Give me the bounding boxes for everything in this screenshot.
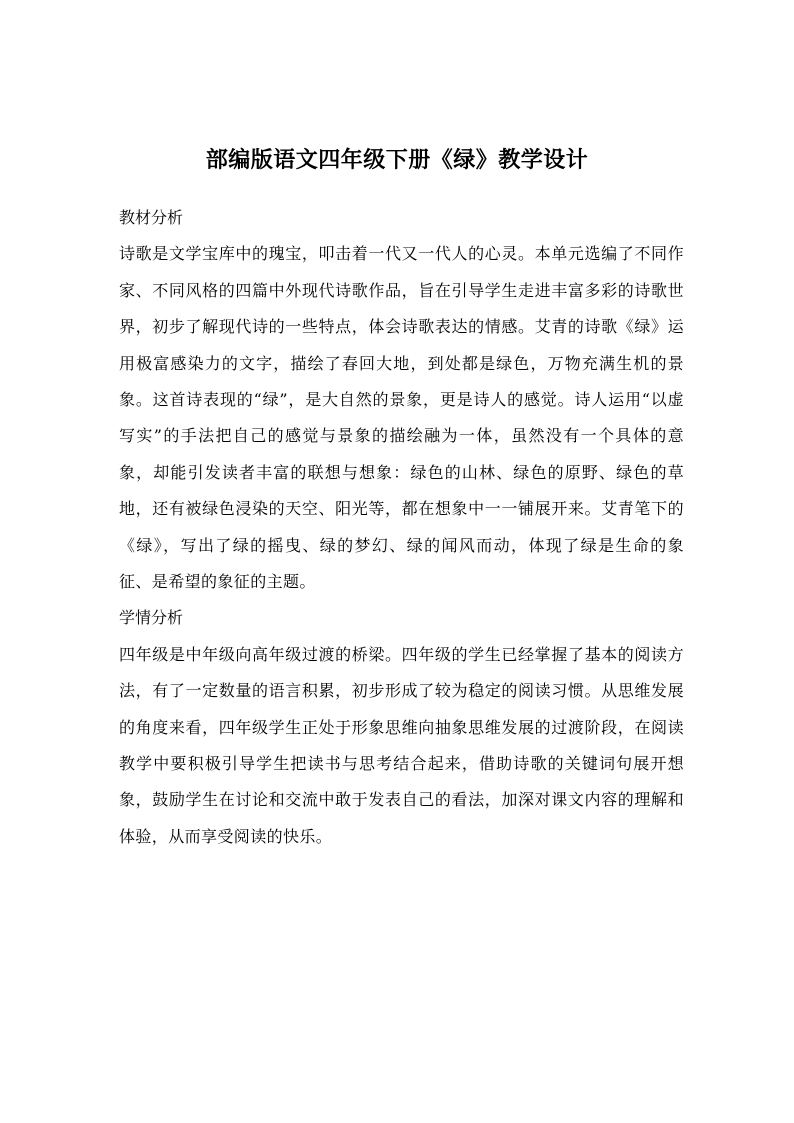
section-student-analysis <box>119 600 684 855</box>
section-paragraph: 四年级是中年级向高年级过渡的桥梁。四年级的学生已经掌握了基本的阅读方法，有了一定数量的语言积累，初步形成了较为稳定的阅读习惯。从思维发展的角度来看，四年级学生正处于形象思维向抽象思维发展的过渡阶段，在阅读教学中要积极引导学生把读书与思考结合起来，借助诗歌的关键词句展开想象，鼓励学生在讨论和交流中敢于发表自己的看法，加深对课文内容的理解和体验，从而享受阅读的快乐。 <box>119 644 684 846</box>
document-title: 部编版语文四年级下册《绿》教学设计 <box>205 147 589 173</box>
section-textbook-analysis <box>119 200 684 600</box>
document-body <box>119 200 684 855</box>
section-heading: 学情分析 <box>119 608 184 628</box>
section-heading: 教材分析 <box>119 208 184 227</box>
section-paragraph: 诗歌是文学宝库中的瑰宝，叩击着一代又一代人的心灵。本单元选编了不同作家、不同风格的四篇中外现代诗歌作品，旨在引导学生走进丰富多彩的诗歌世界，初步了解现代诗的一些特点，体会诗歌表达的情感。艾青的诗歌《绿》运用极富感染力的文字，描绘了春回大地，到处都是绿色，万物充满生机的景象。这首诗表现的“绿”，是大自然的景象，更是诗人的感觉。诗人运用“以虚写实”的手法把自己的感觉与景象的描绘融为一体，虽然没有一个具体的意象，却能引发读者丰富的联想与想象：绿色的山林、绿色的原野、绿色的草地，还有被绿色浸染的天空、阳光等，都在想象中一一铺展开来。艾青笔下的《绿》，写出了绿的摇曳、绿的梦幻、绿的闻风而动，体现了绿是生命的象征、是希望的象征的主题。 <box>119 244 684 592</box>
